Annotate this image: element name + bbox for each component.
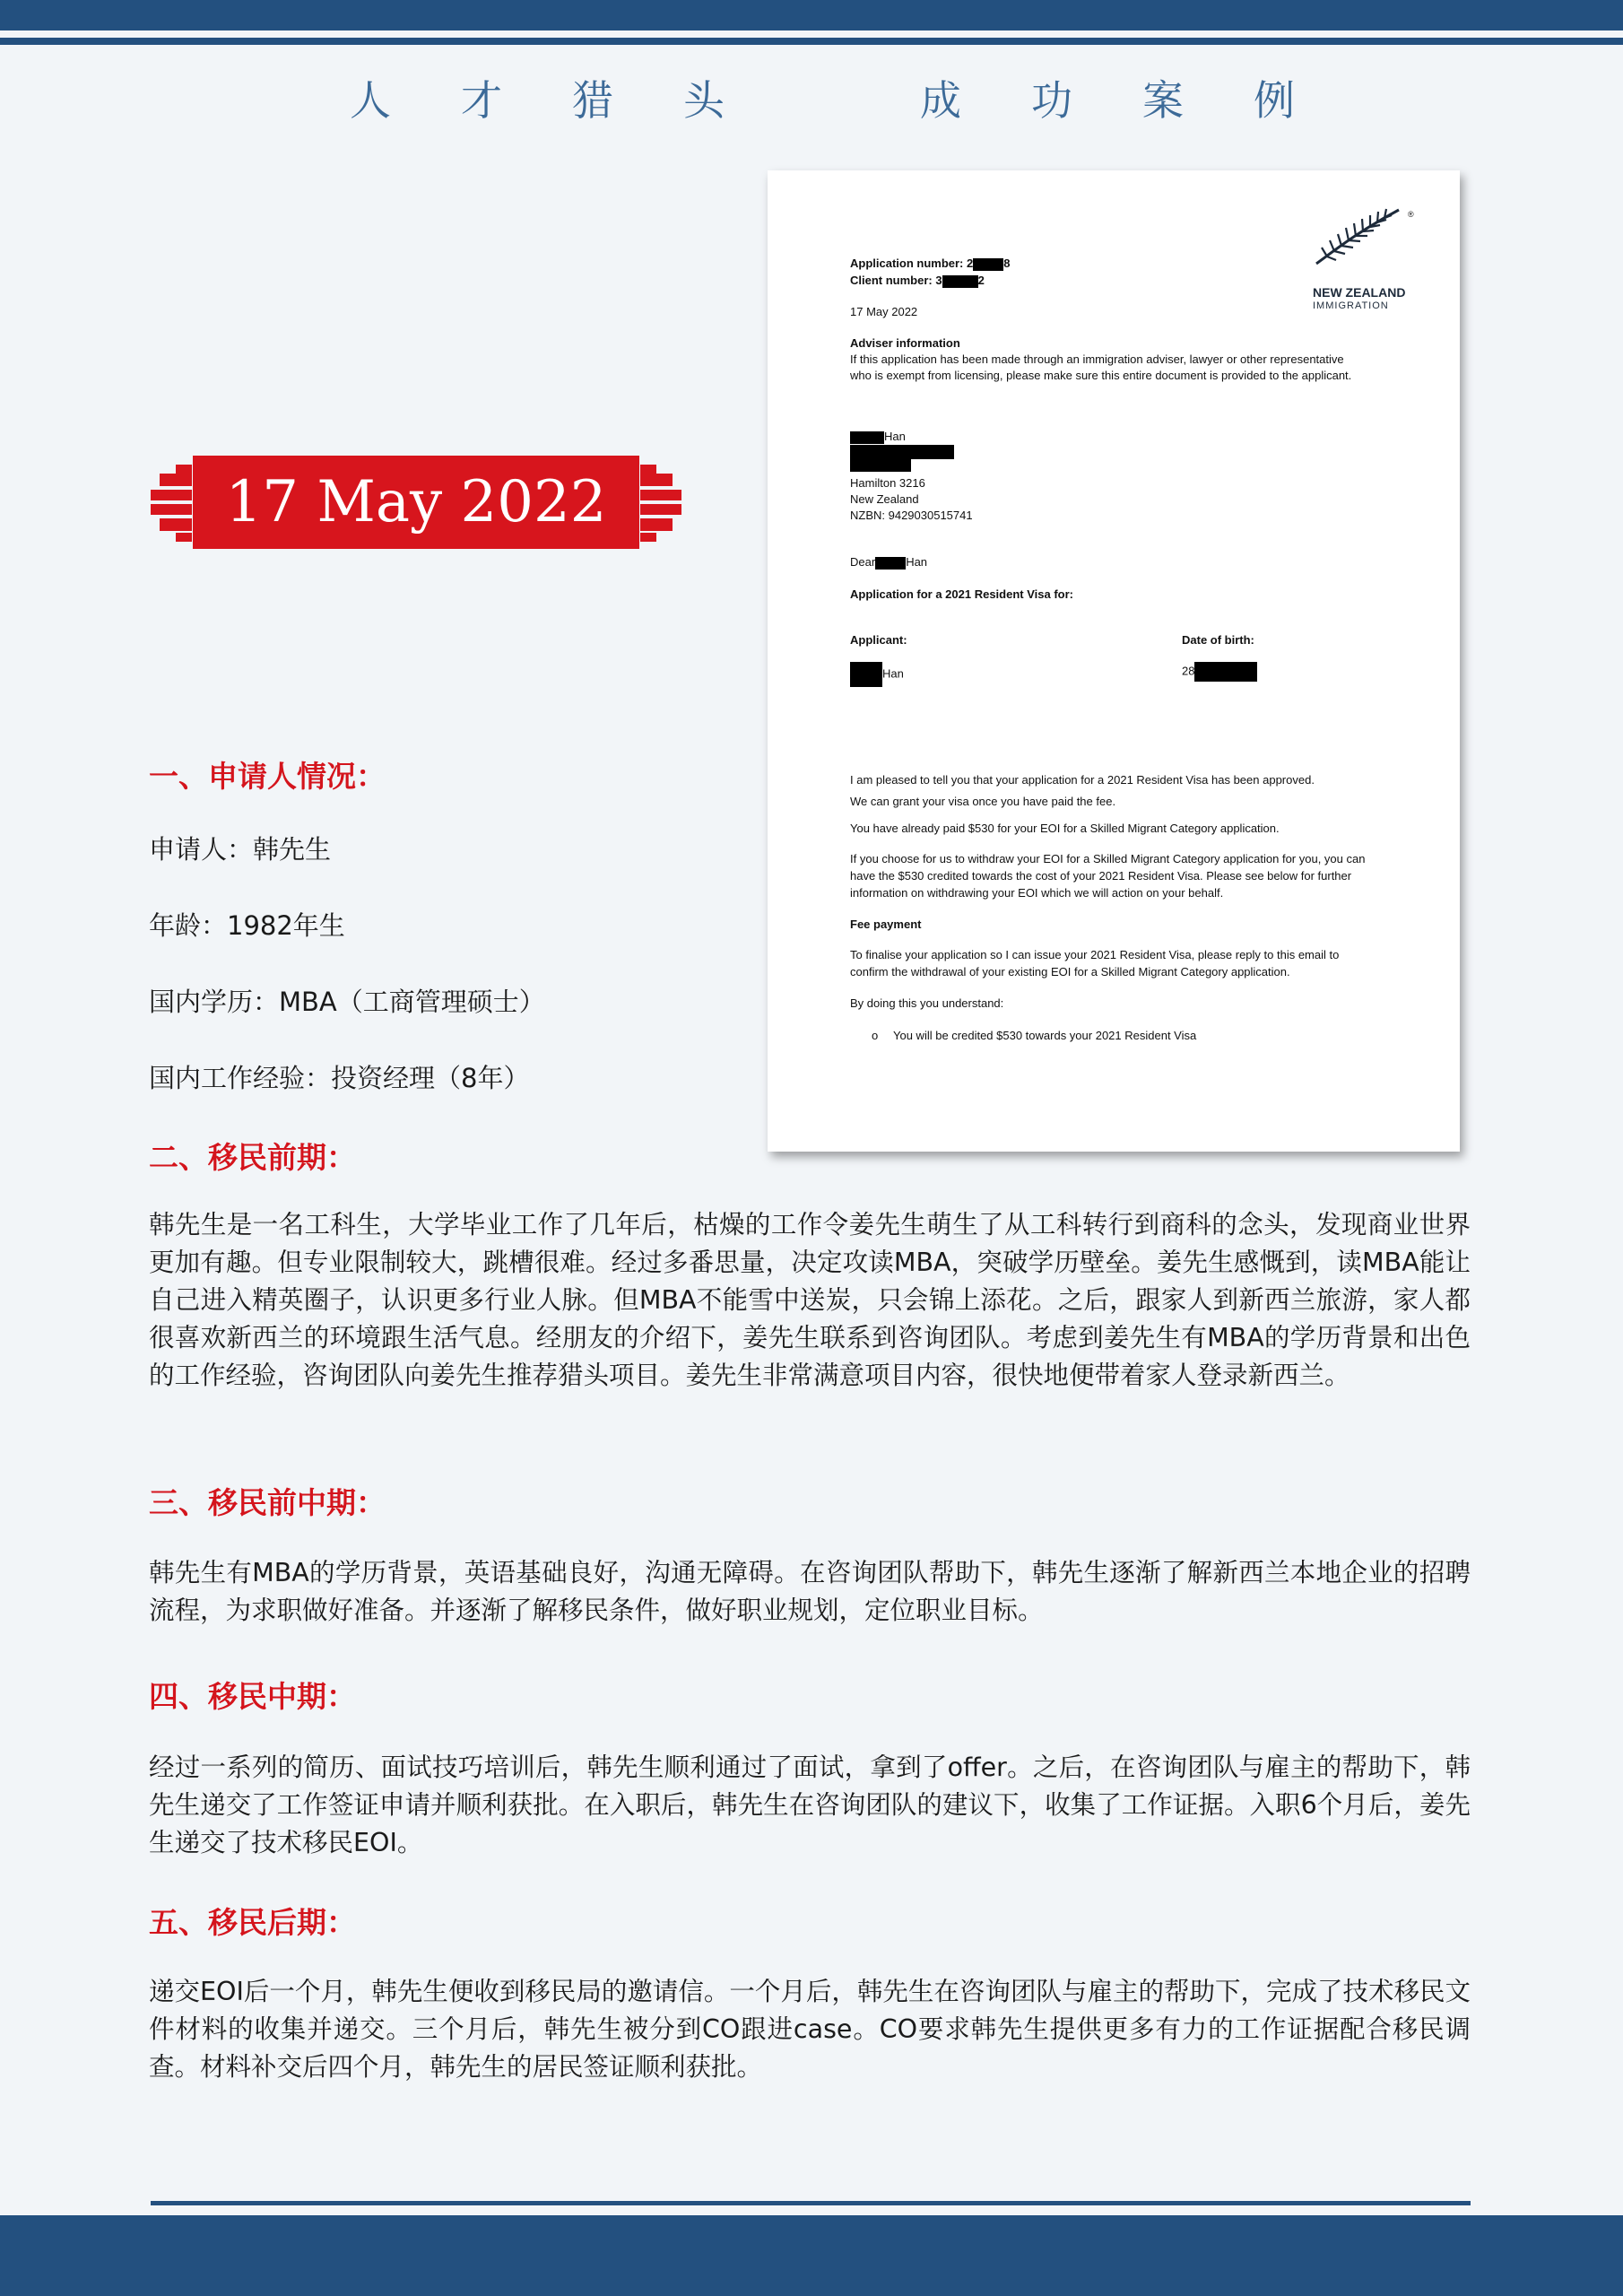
applicant-info: 申请人：韩先生 bbox=[149, 834, 332, 865]
letter-para-2: We can grant your visa once you have paid the fee. bbox=[850, 795, 1116, 808]
title-left: 人才猎头 bbox=[350, 76, 794, 125]
section-3-title: 三、移民前中期： bbox=[149, 1485, 386, 1520]
section-2-title: 二、移民前期： bbox=[149, 1140, 356, 1175]
title-right: 成功案例 bbox=[920, 76, 1365, 125]
letter-para-5-line-1: To finalise your application so I can issue your 2021 Resident Visa, please reply to this email to bbox=[850, 948, 1340, 961]
letter-para-5-line-2: confirm the withdrawal of your existing EOI for a Skilled Migrant Category application. bbox=[850, 965, 1290, 978]
bottom-band-line bbox=[151, 2201, 1471, 2205]
section-4-title: 四、移民中期： bbox=[149, 1679, 356, 1714]
applicant-label: Applicant: bbox=[850, 633, 907, 647]
education-info: 国内学历：MBA（工商管理硕士） bbox=[149, 987, 545, 1017]
age-info: 年龄：1982年生 bbox=[149, 910, 345, 941]
bullet-marker: o bbox=[872, 1029, 879, 1042]
client-number: Client number: 3 2 bbox=[850, 274, 985, 287]
silver-fern-icon bbox=[1309, 204, 1417, 267]
salutation: Dear Han bbox=[850, 555, 928, 569]
application-number: Application number: 2 8 bbox=[850, 257, 1011, 270]
letter-date: 17 May 2022 bbox=[850, 305, 918, 318]
section-5-text: 递交EOI后一个月，韩先生便收到移民局的邀请信。一个月后，韩先生在咨询团队与雇主的帮助下，完成了技术移民文件材料的收集并递交。三个月后，韩先生被分到CO跟进case。CO要求韩先生提供更多有力的工作证据配合移民调查。材料补交后四个月，韩先生的居民签证顺利获批。 bbox=[149, 1977, 1471, 2082]
address-city: Hamilton 3216 bbox=[850, 476, 925, 490]
letter-para-6: By doing this you understand: bbox=[850, 996, 1004, 1010]
section-2-text: 韩先生是一名工科生，大学毕业工作了几年后，枯燥的工作令姜先生萌生了从工科转行到商科的念头，发现商业世界更加有趣。但专业限制较大，跳槽很难。经过多番思量，决定攻读MBA，突破学历壁垒。姜先生感慨到，读MBA能让自己进入精英圈子，认识更多行业人脉。但MBA不能雪中送炭，只会锦上添花。之后，跟家人到新西兰旅游，家人都很喜欢新西兰的环境跟生活气息。经朋友的介绍下，姜先生联系到咨询团队。考虑到姜先生有MBA的学历背景和出色的工作经验，咨询团队向姜先生推荐猎头项目。姜先生非常满意项目内容，很快地便带着家人登录新西兰。 bbox=[149, 1210, 1471, 1390]
page-title bbox=[0, 68, 1623, 131]
dob-label: Date of birth: bbox=[1182, 633, 1254, 647]
letter-para-4-line-2: have the $530 credited towards the cost of your 2021 Resident Visa. Please see below for further bbox=[850, 869, 1352, 883]
top-band bbox=[0, 0, 1623, 30]
address-country: New Zealand bbox=[850, 492, 919, 506]
letter-para-3: You have already paid $530 for your EOI for a Skilled Migrant Category application. bbox=[850, 822, 1280, 835]
fee-payment-title: Fee payment bbox=[850, 918, 922, 931]
adviser-line-1: If this application has been made through an immigration adviser, lawyer or other representative bbox=[850, 352, 1344, 366]
address-redact-2 bbox=[850, 459, 911, 472]
subject: Application for a 2021 Resident Visa for: bbox=[850, 587, 1073, 601]
letter-para-1: I am pleased to tell you that your application for a 2021 Resident Visa has been approved. bbox=[850, 773, 1315, 787]
letter-para-4-line-1: If you choose for us to withdraw your EOI for a Skilled Migrant Category application for you, you can bbox=[850, 852, 1366, 865]
letter-para-4-line-3: information on withdrawing your EOI which we will action on your behalf. bbox=[850, 886, 1224, 900]
section-3-text: 韩先生有MBA的学历背景，英语基础良好，沟通无障碍。在咨询团队帮助下，韩先生逐渐了解新西兰本地企业的招聘流程，为求职做好准备。并逐渐了解移民条件，做好职业规划，定位职业目标。 bbox=[149, 1558, 1471, 1625]
logo-text-new-zealand: NEW ZEALAND bbox=[1313, 285, 1406, 300]
letter-bullet-1: You will be credited $530 towards your 2021 Resident Visa bbox=[893, 1029, 1197, 1042]
adviser-line-2: who is exempt from licensing, please make sure this entire document is provided to the applicant. bbox=[850, 369, 1352, 382]
section-4-text: 经过一系列的简历、面试技巧培训后，韩先生顺利通过了面试，拿到了offer。之后，在咨询团队与雇主的帮助下，韩先生递交了工作签证申请并顺利获批。在入职后，韩先生在咨询团队的建议下，收集了工作证据。入职6个月后，姜先生递交了技术移民EOI。 bbox=[149, 1752, 1471, 1857]
registered-mark: ® bbox=[1408, 210, 1414, 219]
experience-info: 国内工作经验：投资经理（8年） bbox=[149, 1063, 530, 1093]
top-band-line bbox=[0, 38, 1623, 45]
dob-value: 28 bbox=[1182, 662, 1257, 682]
date-banner-text: 17 May 2022 bbox=[225, 469, 607, 535]
date-banner bbox=[151, 456, 681, 554]
section-1-title: 一、申请人情况： bbox=[149, 759, 386, 794]
bottom-band bbox=[0, 2215, 1623, 2296]
address-redact-1 bbox=[850, 445, 954, 459]
logo-text-immigration: IMMIGRATION bbox=[1313, 300, 1389, 311]
address-nzbn: NZBN: 9429030515741 bbox=[850, 509, 973, 522]
adviser-title: Adviser information bbox=[850, 336, 960, 350]
address-name: Han bbox=[850, 428, 906, 445]
section-5-title: 五、移民后期： bbox=[149, 1905, 356, 1940]
approval-letter bbox=[768, 170, 1460, 1152]
applicant-name: Han bbox=[850, 662, 904, 687]
